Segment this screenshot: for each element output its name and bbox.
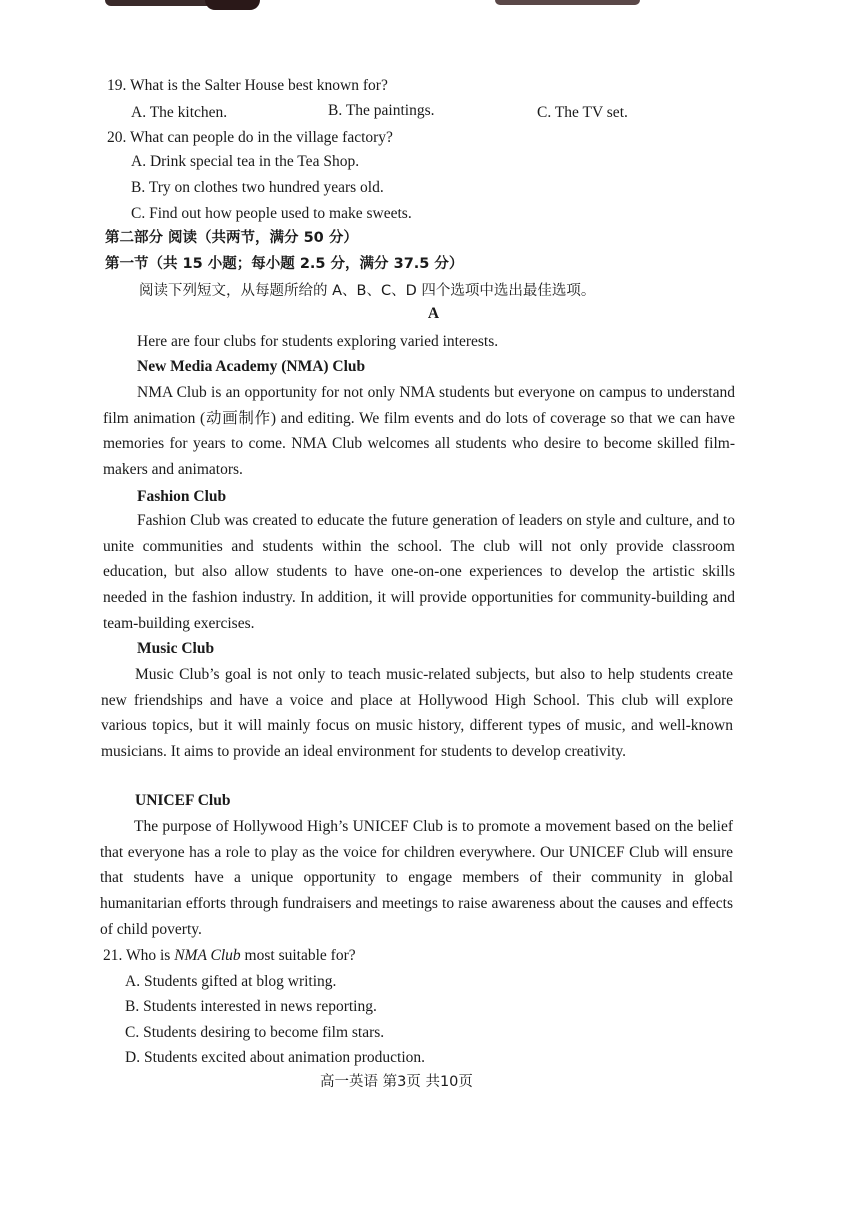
question-20-option-a: A. Drink special tea in the Tea Shop. [131, 153, 360, 170]
club-body-nma: NMA Club is an opportunity for not only NMA students but everyone on campus to understand film animation (动画制作) and editing. We film events and do lots of coverage so that we can have memories for years to come. NMA Club welcomes all students who desire to become skilled film-makers and animators. [103, 384, 735, 479]
question-20-stem: 20. What can people do in the village factory? [107, 129, 393, 146]
section-title: 第一节（共 15 小题；每小题 2.5 分，满分 37.5 分） [105, 256, 464, 272]
question-20-option-b: B. Try on clothes two hundred years old. [131, 179, 384, 196]
scan-edge-shadow [205, 0, 260, 10]
club-title-nma: New Media Academy (NMA) Club [137, 358, 366, 375]
section-instruction: 阅读下列短文，从每题所给的 A、B、C、D 四个选项中选出最佳选项。 [139, 283, 596, 299]
question-21-option-a: A. Students gifted at blog writing. [125, 973, 337, 990]
club-title-fashion: Fashion Club [137, 488, 227, 505]
page-footer: 高一英语 第3页 共10页 [320, 1074, 473, 1090]
club-title-unicef: UNICEF Club [135, 792, 231, 809]
club-body-fashion: Fashion Club was created to educate the future generation of leaders on style and culture, and to unite communities and students within the school. The club will not only provide classroom education, but also allow students to have one-on-one experiences to develop the artistic skills needed in the fashion industry. In addition, it will provide opportunities for community-building and team-building exercises. [103, 512, 735, 632]
question-19-option-c: C. The TV set. [537, 104, 628, 121]
club-body-music: Music Club’s goal is not only to teach music-related subjects, but also to help students create new friendships and have a voice and place at Hollywood High School. This club will explore various topics, but it will mainly focus on music history, different types of music, and well-known musicians. It aims to provide an ideal environment for students to develop creativity. [101, 666, 733, 761]
question-19-stem: 19. What is the Salter House best known for? [107, 77, 388, 94]
club-title-music: Music Club [137, 640, 215, 657]
question-21-stem: 21. Who is NMA Club most suitable for? [103, 947, 356, 964]
club-body-unicef: The purpose of Hollywood High’s UNICEF Club is to promote a movement based on the belief that everyone has a role to play as the voice for children everywhere. Our UNICEF Club will ensure that students have a unique opportunity to engage members of their community in global humanitarian efforts through fundraisers and meetings to raise awareness about the causes and effects of child poverty. [100, 818, 733, 938]
question-21-option-b: B. Students interested in news reporting. [125, 998, 377, 1015]
question-19-option-a: A. The kitchen. [131, 104, 228, 121]
part-title: 第二部分 阅读（共两节，满分 50 分） [105, 230, 358, 246]
passage-letter: A [427, 305, 440, 322]
passage-intro: Here are four clubs for students exploring varied interests. [137, 333, 499, 350]
question-19-option-b: B. The paintings. [328, 102, 435, 119]
question-21-option-d: D. Students excited about animation production. [125, 1049, 426, 1066]
question-21-option-c: C. Students desiring to become film stars. [125, 1024, 385, 1041]
question-20-option-c: C. Find out how people used to make sweets. [131, 205, 412, 222]
scan-edge-shadow [495, 0, 640, 5]
